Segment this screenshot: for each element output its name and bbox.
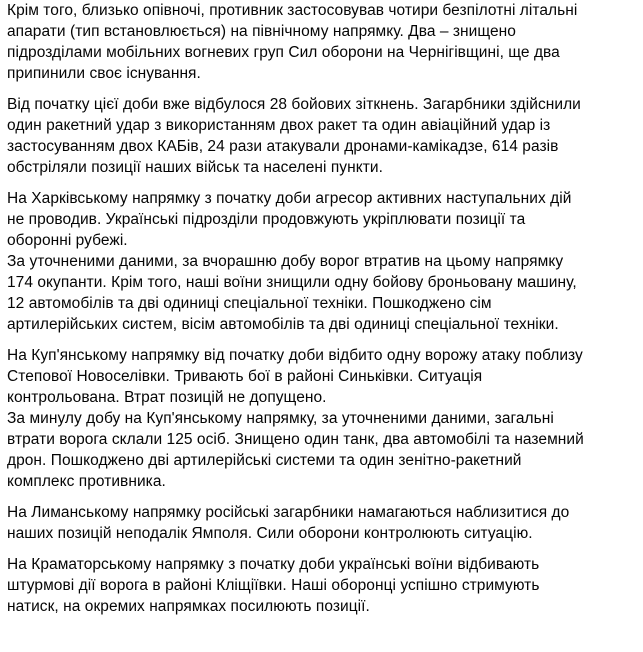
text-line: один ракетний удар з використанням двох ракет та один авіаційний удар із: [7, 117, 551, 134]
text-line: не проводив. Українські підрозділи продовжують укріплювати позиції та: [7, 211, 526, 228]
text-line: застосуванням двох КАБів, 24 рази атакували дронами-камікадзе, 614 разів: [7, 138, 559, 155]
text-line: апарати (тип встановлюється) на північному напрямку. Два – знищено: [7, 23, 516, 40]
paragraph-lyman: [7, 502, 637, 544]
text-line: контрольована. Втрат позицій не допущено.: [7, 389, 327, 406]
text-line: оборонні рубежі.: [7, 232, 128, 249]
text-line: 174 окупанти. Крім того, наші воїни знищили одну бойову броньовану машину,: [7, 274, 577, 291]
text-line: комплекс противника.: [7, 473, 166, 490]
paragraph-night-drones: [7, 0, 637, 84]
text-line: артилерійських систем, вісім автомобілів та дві одиниці спеціальної техніки.: [7, 316, 559, 333]
text-line: Від початку цієї доби вже відбулося 28 бойових зіткнень. Загарбники здійснили: [7, 96, 581, 113]
paragraph-combat-summary: [7, 94, 637, 178]
text-line: підрозділами мобільних вогневих груп Сил оборони на Чернігівщині, ще два: [7, 44, 560, 61]
text-line: штурмові дії ворога в районі Кліщіївки. Наші оборонці успішно стримують: [7, 577, 540, 594]
text-line: припинили своє існування.: [7, 65, 201, 82]
text-line: За минулу добу на Куп'янському напрямку, за уточненими даними, загальні: [7, 410, 554, 427]
post-body: [7, 0, 637, 627]
text-line: На Харківському напрямку з початку доби агресор активних наступальних дій: [7, 190, 572, 207]
text-line: наших позицій неподалік Ямполя. Сили оборони контролюють ситуацію.: [7, 525, 533, 542]
text-line: 12 автомобілів та дві одиниці спеціальної техніки. Пошкоджено сім: [7, 295, 492, 312]
text-line: обстріляли позиції наших військ та населені пункти.: [7, 159, 383, 176]
text-line: Степової Новоселівки. Тривають бої в районі Синьківки. Ситуація: [7, 368, 483, 385]
paragraph-kupiansk: [7, 345, 637, 492]
text-line: На Куп'янському напрямку від початку доби відбито одну ворожу атаку поблизу: [7, 347, 583, 364]
paragraph-kramatorsk: [7, 554, 637, 617]
text-line: На Лиманському напрямку російські загарбники намагаються наблизитися до: [7, 504, 570, 521]
text-line: Крім того, близько опівночі, противник застосовував чотири безпілотні літальні: [7, 2, 578, 19]
text-line: За уточненими даними, за вчорашню добу ворог втратив на цьому напрямку: [7, 253, 564, 270]
text-line: натиск, на окремих напрямках посилюють позиції.: [7, 598, 370, 615]
text-line: дрон. Пошкоджено дві артилерійські системи та один зенітно-ракетний: [7, 452, 522, 469]
text-line: На Краматорському напрямку з початку доби українські воїни відбивають: [7, 556, 540, 573]
text-line: втрати ворога склали 125 осіб. Знищено один танк, два автомобілі та наземний: [7, 431, 584, 448]
paragraph-kharkiv: [7, 188, 637, 335]
